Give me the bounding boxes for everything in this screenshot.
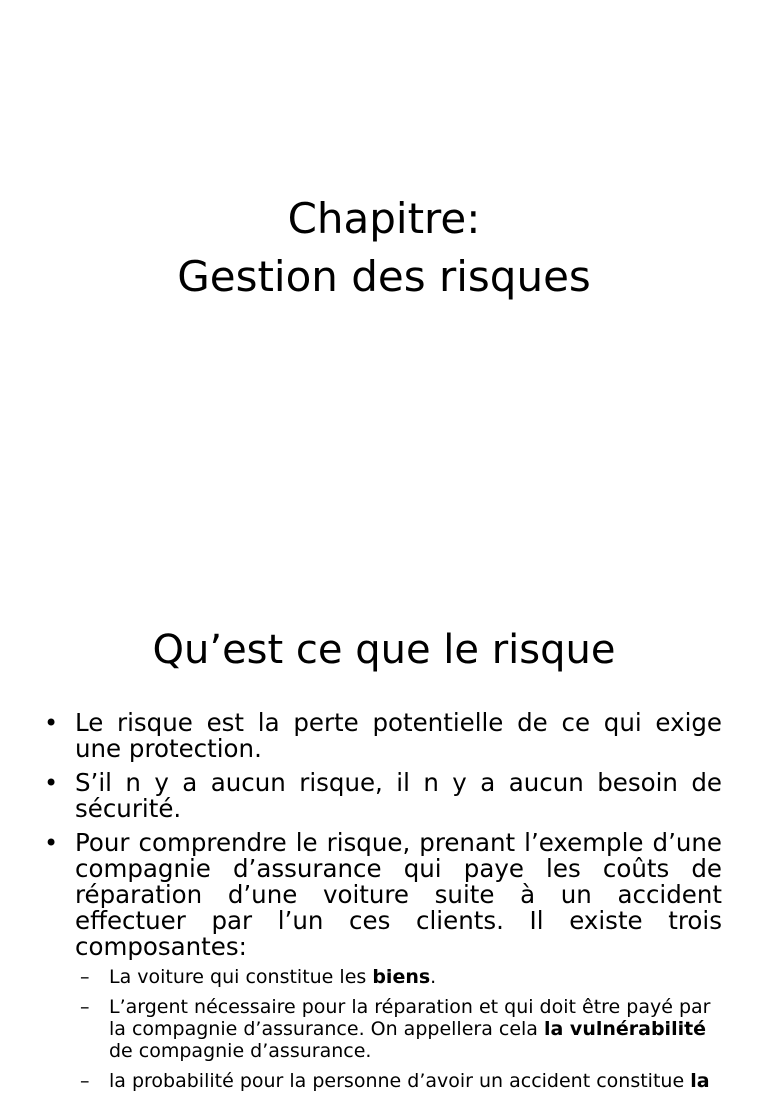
slide-1-title-line-2: Gestion des risques (177, 252, 591, 301)
sub-bullet-list (75, 966, 722, 1092)
bullet-marker: • (44, 769, 59, 797)
sub-bullet-marker: – (80, 966, 90, 988)
bullet-text: Pour comprendre le risque, prenant l’exemple d’une compagnie d’assurance qui paye les coûts de réparation d’une voiture suite à un accident effectuer par l’un ces clients. Il existe trois composantes: (75, 828, 722, 961)
bullet-item (44, 830, 722, 1092)
sub-bullet-text: L’argent nécessaire pour la réparation et qui doit être payé par la compagnie d’assurance. On appellera cela (109, 996, 711, 1040)
slide-2-title: Qu’est ce que le risque (152, 627, 616, 673)
bullet-marker: • (44, 829, 59, 857)
bullet-list (44, 710, 722, 1100)
bullet-item (44, 710, 722, 762)
sub-bullet-bold: la vulnérabilité (543, 1018, 707, 1040)
sub-bullet-item (75, 966, 722, 988)
bullet-text: Le risque est la perte potentielle de ce qui exige une protection. (75, 708, 722, 763)
sub-bullet-marker: – (80, 1070, 90, 1092)
sub-bullet-bold: biens (372, 966, 431, 988)
sub-bullet-text: La voiture qui constitue les (109, 966, 373, 988)
bullet-marker: • (44, 709, 59, 737)
slide-1-title (0, 190, 768, 306)
sub-bullet-marker: – (80, 996, 90, 1018)
bullet-text: S’il n y a aucun risque, il n y a aucun besoin de sécurité. (75, 768, 722, 823)
sub-bullet-item (75, 996, 722, 1062)
slide-1-title-line-1: Chapitre: (287, 194, 481, 243)
sub-bullet-bold: la (690, 1070, 710, 1092)
bullet-item (44, 770, 722, 822)
sub-bullet-item (75, 1070, 722, 1092)
sub-bullet-text-end: de compagnie d’assurance. (109, 1040, 372, 1062)
sub-bullet-text: la probabilité pour la personne d’avoir un accident constitue (109, 1070, 691, 1092)
sub-bullet-text-end: . (430, 966, 437, 988)
